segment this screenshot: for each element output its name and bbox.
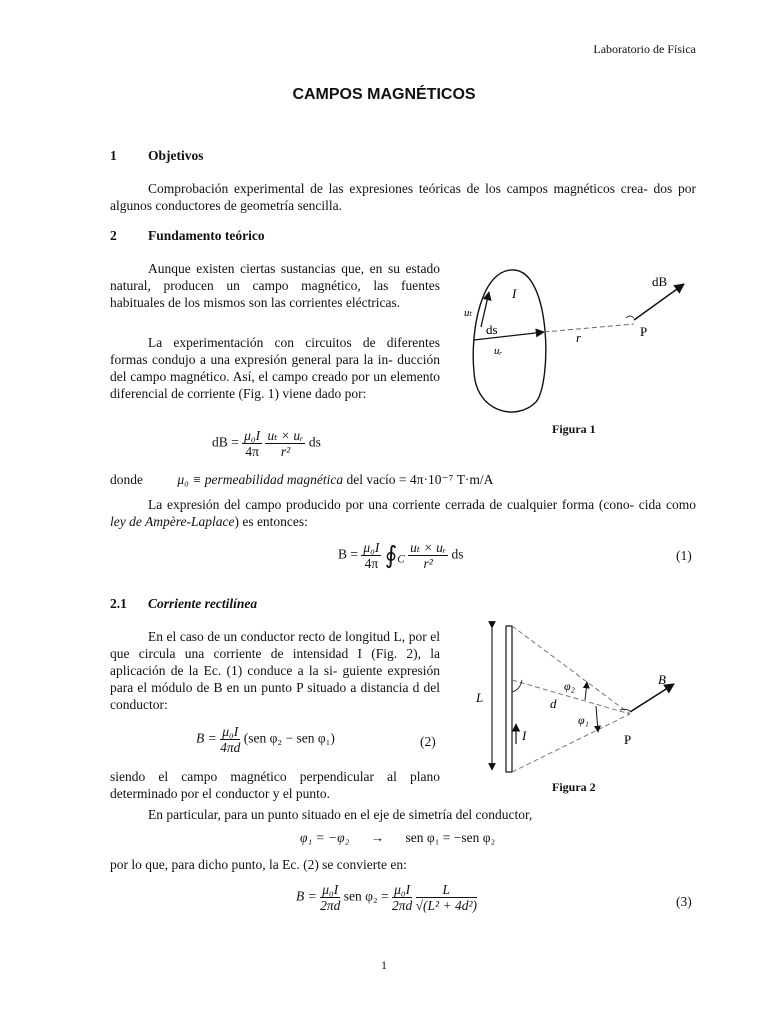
arrow: → xyxy=(370,830,385,845)
symmetry-equation xyxy=(300,830,495,846)
text-run: ) es entonces: xyxy=(234,514,308,529)
conductor xyxy=(506,626,512,772)
fig1-label-dB: dB xyxy=(652,274,668,289)
ds-vector xyxy=(474,332,544,340)
fraction xyxy=(361,540,381,571)
fig1-label-ur: uᵣ xyxy=(494,345,503,357)
section-2-1-heading xyxy=(110,596,257,612)
equation-number: (3) xyxy=(676,894,692,909)
eq-lhs: B = xyxy=(196,730,217,746)
page-number: 1 xyxy=(381,958,387,972)
fig2-label-P: P xyxy=(624,732,632,747)
fig2-label-B: B xyxy=(658,672,666,687)
theory-paragraph-2: La experimentación con circuitos de diferentes formas condujo a una expresión general para la in- ducción del campo magnético. Así, el campo creado por un elemento diferencial de corriente (Fig. 1) viene dado por: xyxy=(110,335,440,401)
eq-tail: ds xyxy=(451,546,464,562)
fig1-label-P: P xyxy=(640,324,648,339)
donde-word: donde xyxy=(110,472,143,487)
fig2-label-phi2: φ₂ xyxy=(564,679,575,693)
current-loop xyxy=(473,270,546,412)
figure-2 xyxy=(470,620,680,780)
law-name: ley de Ampère-Laplace xyxy=(110,514,235,529)
text-run: La expresión del campo producido por una corriente cerrada de cualquier forma (cono- cida como xyxy=(148,497,696,512)
equation-number: (1) xyxy=(676,548,692,563)
fig1-label-ut: uₜ xyxy=(464,307,473,319)
integral-sign: ∮ xyxy=(384,543,398,569)
objectives-paragraph: Comprobación experimental de las expresiones teóricas de los campos magnéticos crea- dos por algunos conductores de geometría sencilla. xyxy=(110,181,696,213)
eq-rhs: (sen φ₂ − sen φ₁) xyxy=(243,730,335,746)
denominator: r² xyxy=(280,444,291,459)
rectilinear-paragraph-4: por lo que, para dicho punto, la Ec. (2) se convierte en: xyxy=(110,857,407,872)
numerator: μ₀I xyxy=(320,882,340,898)
r-line xyxy=(544,324,634,332)
numerator: μ₀I xyxy=(244,428,261,443)
permeability-line xyxy=(110,472,710,488)
eq-lhs: B = xyxy=(296,888,317,904)
numerator: uₜ × uᵣ xyxy=(410,540,447,555)
fig2-label-I: I xyxy=(522,728,527,743)
numerator: μ₀I xyxy=(392,882,412,898)
rectilinear-paragraph-1: En el caso de un conductor recto de longitud L, por el que circula una corriente de intensidad I (Fig. 2), la aplicación de la Ec. (1) conduce a la si- guiente expresión para el módulo de B en un punto P situado a distancia d del conductor: xyxy=(110,629,440,712)
equation-2 xyxy=(196,724,335,755)
section-title: Fundamento teórico xyxy=(148,228,265,243)
denominator: 4π xyxy=(245,444,259,459)
figure-1-caption: Figura 1 xyxy=(552,422,596,436)
denominator: √(L² + 4d²) xyxy=(415,898,477,913)
fig1-label-I: I xyxy=(512,286,517,301)
rectilinear-paragraph-3: En particular, para un punto situado en el eje de simetría del conductor, xyxy=(148,807,533,822)
dB-vector xyxy=(634,284,684,320)
denominator: 4πd xyxy=(220,740,241,755)
equation-3 xyxy=(296,882,477,913)
fig2-label-d: d xyxy=(550,696,557,711)
denominator: r² xyxy=(423,556,433,571)
fraction xyxy=(408,540,448,571)
fraction xyxy=(392,882,412,913)
numerator: uₜ × uᵣ xyxy=(267,428,304,443)
fraction xyxy=(416,882,477,913)
page-title: CAMPOS MAGNÉTICOS xyxy=(292,86,476,103)
theory-paragraph-3 xyxy=(110,496,696,530)
eq-part-a: φ₁ = −φ₂ xyxy=(300,830,350,845)
section-number: 1 xyxy=(110,148,117,163)
permeability-value: del vacío = 4π·10⁻⁷ T·m/A xyxy=(346,472,494,487)
section-2-heading xyxy=(110,228,265,244)
numerator: L xyxy=(416,882,477,898)
denominator: 4π xyxy=(364,556,379,571)
numerator: μ₀I xyxy=(220,724,240,740)
fig2-label-phi1: φ₁ xyxy=(578,713,589,727)
denominator: 2πd xyxy=(391,898,413,913)
numerator: μ₀I xyxy=(363,540,380,555)
theory-paragraph-1: Aunque existen ciertas sustancias que, en su estado natural, producen un campo magnético, las fuentes habituales de los mismos son las corrientes eléctricas. xyxy=(110,261,440,310)
equation-1 xyxy=(338,540,464,571)
integral-sub: C xyxy=(397,553,405,566)
eq-tail: ds xyxy=(308,434,321,450)
equation-dB xyxy=(212,428,321,459)
section-title: Corriente rectilínea xyxy=(148,596,258,611)
B-vector xyxy=(630,684,674,712)
section-title: Objetivos xyxy=(148,148,204,163)
fig1-label-r: r xyxy=(576,330,582,345)
fraction xyxy=(242,428,262,459)
fig2-label-L: L xyxy=(476,690,484,705)
fraction xyxy=(320,882,340,913)
section-number: 2.1 xyxy=(110,596,127,611)
fraction xyxy=(265,428,305,459)
fig1-label-ds: ds xyxy=(486,322,498,337)
permeability-term: permeabilidad magnética xyxy=(204,472,344,487)
rectilinear-paragraph-2: siendo el campo magnético perpendicular al plano determinado por el conductor y el punto. xyxy=(110,769,440,801)
eq-lhs: dB = xyxy=(212,434,239,450)
figure-1 xyxy=(456,262,706,422)
eq-mid: sen φ₂ = xyxy=(343,888,389,904)
figure-2-caption: Figura 2 xyxy=(552,780,596,794)
denominator: 2πd xyxy=(320,898,341,913)
eq-lhs: B = xyxy=(338,546,358,562)
equation-number: (2) xyxy=(420,734,436,749)
section-1-heading xyxy=(110,148,204,164)
fraction xyxy=(220,724,240,755)
mu-symbol: μ₀ ≡ xyxy=(177,472,202,487)
running-header: Laboratorio de Física xyxy=(593,42,696,56)
eq-part-b: sen φ₁ = −sen φ₂ xyxy=(405,830,496,845)
section-number: 2 xyxy=(110,228,117,243)
